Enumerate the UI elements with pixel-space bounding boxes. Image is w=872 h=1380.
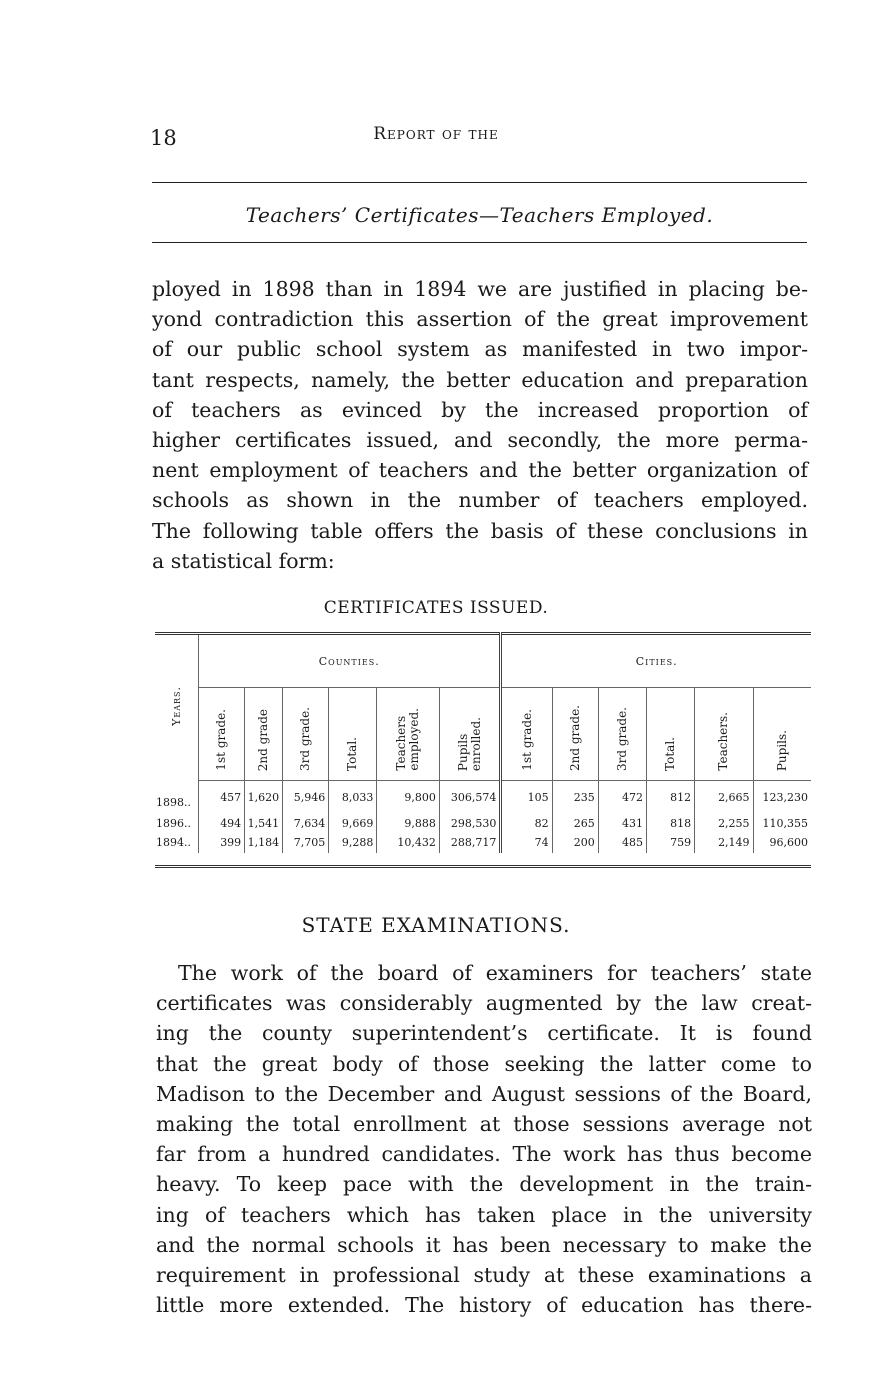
paragraph-line: requirement in professional study at these examinations a	[156, 1263, 812, 1288]
city-col-header: 1st grade.	[501, 688, 552, 781]
city-col-header: Teachers.	[695, 688, 753, 781]
paragraph-line: far from a hundred candidates. The work has thus become	[156, 1142, 812, 1167]
paragraph-line: that the great body of those seeking the latter come to	[156, 1051, 812, 1076]
county-col-header: Teachers employed.	[377, 688, 440, 781]
section-title: STATE EXAMINATIONS.	[301, 913, 571, 937]
table-row: 1898.. 457 1,620 5,946 8,033 9,800 306,574 105 235 472 812 2,665 123,230	[155, 781, 811, 815]
paragraph-line: yond contradiction this assertion of the great improvement	[152, 307, 808, 332]
paragraph-line: and the normal schools it has been necessary to make the	[156, 1232, 812, 1257]
table-row: 1896.. 494 1,541 7,634 9,669 9,888 298,530 82 265 431 818 2,255 110,355	[155, 814, 811, 833]
city-col-header: 3rd grade.	[598, 688, 646, 781]
paragraph-line: of our public school system as manifested in two impor-	[152, 337, 808, 362]
paragraph-line: The work of the board of examiners for teachers’ state	[178, 961, 812, 985]
paragraph-line: little more extended. The history of education has there-	[156, 1293, 812, 1318]
county-col-header: 3rd grade.	[283, 688, 329, 781]
paragraph-line: heavy. To keep pace with the development in the train-	[156, 1172, 812, 1197]
paragraph-line: Madison to the December and August sessions of the Board,	[156, 1081, 812, 1106]
city-col-header: Total.	[646, 688, 694, 781]
paragraph-line: tant respects, namely, the better education and preparation	[152, 367, 808, 392]
city-col-header: 2nd grade.	[552, 688, 598, 781]
top-rule	[152, 182, 807, 183]
cities-header: Cities.	[501, 634, 811, 688]
county-col-header: 1st grade.	[199, 688, 245, 781]
certificates-table	[155, 632, 811, 868]
page-number: 18	[150, 126, 177, 150]
paragraph-1	[152, 274, 808, 576]
table-row: 1894.. 399 1,184 7,705 9,288 10,432 288,717 74 200 485 759 2,149 96,600	[155, 833, 811, 852]
paragraph-line: ing the county superintendent’s certificate. It is found	[156, 1021, 812, 1046]
county-col-header: 2nd grade	[245, 688, 283, 781]
county-col-header: Pupils enrolled.	[439, 688, 501, 781]
paragraph-line: ployed in 1898 than in 1894 we are justified in placing be-	[152, 277, 808, 301]
paragraph-line: of teachers as evinced by the increased proportion of	[152, 397, 808, 422]
table-title: CERTIFICATES ISSUED.	[323, 598, 549, 618]
paragraph-line: schools as shown in the number of teachers employed.	[152, 488, 808, 513]
paragraph-line: higher certificates issued, and secondly, the more perma-	[152, 428, 808, 453]
paragraph-line: a statistical form:	[152, 548, 335, 573]
paragraph-2	[156, 958, 812, 1320]
paragraph-line: The following table offers the basis of these conclusions in	[152, 518, 808, 543]
city-col-header: Pupils.	[753, 688, 811, 781]
years-header: Years.	[170, 686, 184, 727]
paragraph-line: ing of teachers which has taken place in the university	[156, 1202, 812, 1227]
subhead-rule	[152, 242, 807, 243]
counties-header: Counties.	[199, 634, 501, 688]
paragraph-line: certificates was considerably augmented by the law creat-	[156, 991, 812, 1016]
running-head: Report of the	[373, 124, 499, 144]
county-col-header: Total.	[329, 688, 377, 781]
section-subhead: Teachers’ Certificates—Teachers Employed.	[245, 203, 714, 227]
paragraph-line: nent employment of teachers and the better organization of	[152, 458, 808, 483]
paragraph-line: making the total enrollment at those sessions average not	[156, 1112, 812, 1137]
